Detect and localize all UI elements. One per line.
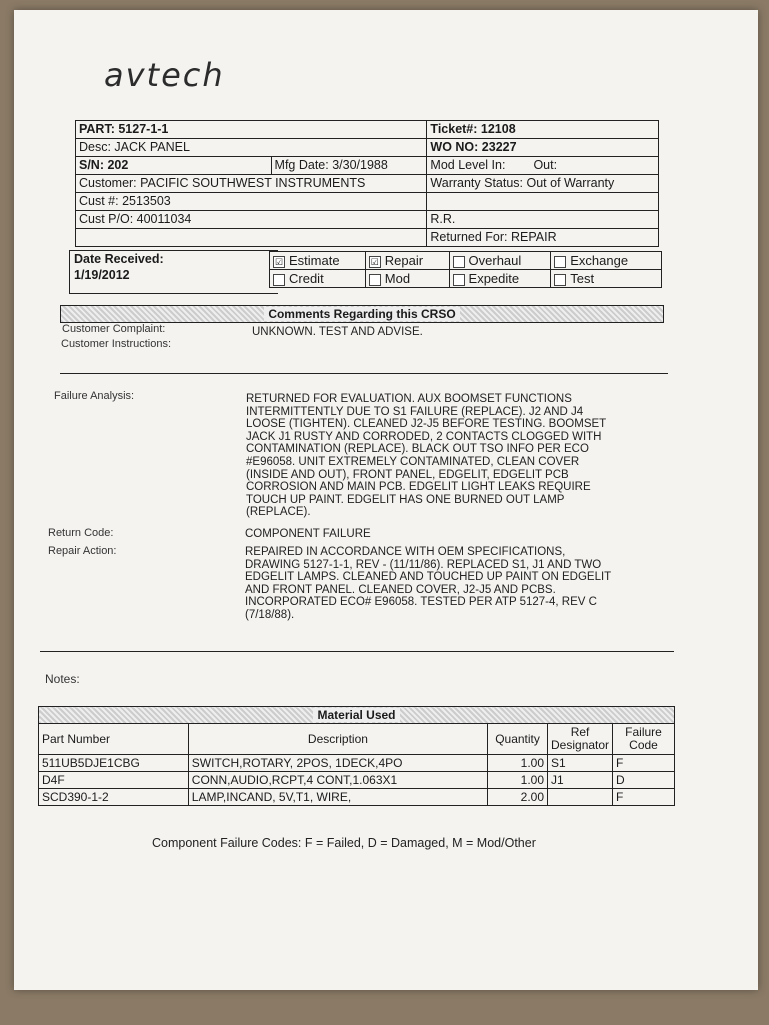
failure-line: #E96058. UNIT EXTREMELY CONTAMINATED, CLEAN COVER bbox=[246, 455, 580, 468]
ticket-field: Ticket#: 12108 bbox=[427, 121, 659, 139]
credit-label: Credit bbox=[289, 271, 324, 286]
mod-level-out: Out: bbox=[533, 158, 558, 172]
col-failure-code bbox=[613, 724, 675, 755]
row-ref: J1 bbox=[548, 772, 613, 789]
wo-field: WO NO: 23227 bbox=[427, 139, 659, 157]
row-part: SCD390-1-2 bbox=[39, 789, 189, 806]
overhaul-option[interactable] bbox=[449, 252, 551, 270]
return-code-value: COMPONENT FAILURE bbox=[245, 528, 371, 540]
test-label: Test bbox=[570, 271, 595, 286]
failure-line: CONTAMINATION (REPLACE). BLACK OUT TSO INFO PER ECO bbox=[246, 443, 589, 456]
table-row bbox=[39, 789, 675, 806]
divider bbox=[40, 651, 674, 652]
notes-label: Notes: bbox=[45, 672, 80, 686]
col-description: Description bbox=[188, 724, 487, 755]
repair-line: (7/18/88). bbox=[245, 608, 295, 621]
customer-instructions-label: Customer Instructions: bbox=[61, 338, 172, 350]
failure-line: CORROSION AND MAIN PCB. EDGELIT LIGHT LEAKS REQUIRE bbox=[246, 481, 591, 494]
expedite-checkbox[interactable] bbox=[453, 274, 465, 286]
materials-title: Material Used bbox=[313, 708, 399, 722]
failure-line: LOOSE (TIGHTEN). CLEANED J2-J5 BEFORE TESTING. BOOMSET bbox=[246, 418, 607, 431]
return-code-label: Return Code: bbox=[48, 527, 114, 539]
warranty-field: Warranty Status: Out of Warranty bbox=[427, 175, 659, 193]
failure-line: TOUCH UP PAINT. EDGELIT HAS ONE BURNED OUT LAMP bbox=[246, 493, 565, 506]
mod-option[interactable] bbox=[365, 270, 449, 288]
col-quantity: Quantity bbox=[488, 724, 548, 755]
repair-line: INCORPORATED ECO# E96058. TESTED PER ATP 5127-4, REV C bbox=[245, 596, 597, 609]
repair-line: AND FRONT PANEL. CLEANED COVER, J2-J5 AND PCBS. bbox=[245, 583, 556, 596]
row-desc: SWITCH,ROTARY, 2POS, 1DECK,4PO bbox=[188, 755, 487, 772]
repair-label: Repair bbox=[384, 253, 424, 268]
overhaul-label: Overhaul bbox=[468, 253, 522, 268]
estimate-label: Estimate bbox=[289, 253, 340, 268]
repair-action-label: Repair Action: bbox=[48, 545, 117, 557]
row-qty: 2.00 bbox=[488, 789, 548, 806]
table-row bbox=[39, 755, 675, 772]
test-option[interactable] bbox=[551, 270, 662, 288]
failure-line: RETURNED FOR EVALUATION. AUX BOOMSET FUNCTIONS bbox=[246, 393, 572, 405]
table-row bbox=[39, 772, 675, 789]
options-table bbox=[269, 251, 662, 288]
col-failure-line2: Code bbox=[629, 738, 658, 752]
returned-for-field: Returned For: REPAIR bbox=[427, 229, 659, 247]
repair-action-text bbox=[245, 546, 611, 622]
row-code: F bbox=[613, 789, 675, 806]
failure-line: JACK J1 RUSTY AND CORRODED, 2 CONTACTS CLOGGED WITH bbox=[246, 430, 602, 443]
row-code: D bbox=[613, 772, 675, 789]
materials-table bbox=[38, 706, 675, 806]
repair-line: REPAIRED IN ACCORDANCE WITH OEM SPECIFICATIONS, bbox=[245, 546, 566, 558]
col-ref-designator bbox=[548, 724, 613, 755]
customer-field: Customer: PACIFIC SOUTHWEST INSTRUMENTS bbox=[76, 175, 427, 193]
comments-bar bbox=[60, 305, 664, 323]
credit-option[interactable] bbox=[270, 270, 366, 288]
customer-complaint-label: Customer Complaint: bbox=[62, 323, 166, 335]
row-code: F bbox=[613, 755, 675, 772]
failure-analysis-text bbox=[246, 393, 606, 519]
exchange-label: Exchange bbox=[570, 253, 629, 268]
rr-field: R.R. bbox=[427, 211, 659, 229]
failure-line: (REPLACE). bbox=[246, 506, 311, 519]
date-received-label: Date Received: bbox=[74, 252, 164, 266]
date-received-block bbox=[69, 250, 278, 294]
repair-checkbox[interactable]: ☑ bbox=[370, 256, 379, 267]
expedite-option[interactable] bbox=[449, 270, 551, 288]
row-ref: S1 bbox=[548, 755, 613, 772]
row-desc: CONN,AUDIO,RCPT,4 CONT,1.063X1 bbox=[188, 772, 487, 789]
row-ref bbox=[548, 789, 613, 806]
repair-option[interactable] bbox=[365, 252, 449, 270]
repair-line: DRAWING 5127-1-1, REV - (11/11/86). REPLACED S1, J1 AND TWO bbox=[245, 558, 602, 571]
test-checkbox[interactable] bbox=[554, 274, 566, 286]
materials-title-bar bbox=[39, 707, 675, 724]
row-desc: LAMP,INCAND, 5V,T1, WIRE, bbox=[188, 789, 487, 806]
blank-cell bbox=[427, 193, 659, 211]
exchange-checkbox[interactable] bbox=[554, 256, 566, 268]
mod-checkbox[interactable] bbox=[369, 274, 381, 286]
failure-analysis-label: Failure Analysis: bbox=[54, 390, 135, 402]
cust-po-field: Cust P/O: 40011034 bbox=[76, 211, 427, 229]
comments-title: Comments Regarding this CRSO bbox=[264, 307, 459, 321]
col-ref-line1: Ref bbox=[570, 725, 590, 739]
part-field: PART: 5127-1-1 bbox=[76, 121, 427, 139]
row-part: 511UB5DJE1CBG bbox=[39, 755, 189, 772]
expedite-label: Expedite bbox=[468, 271, 520, 286]
row-part: D4F bbox=[39, 772, 189, 789]
cust-no-field: Cust #: 2513503 bbox=[76, 193, 427, 211]
repair-line: EDGELIT LAMPS. CLEANED AND TOUCHED UP PAINT ON EDGELIT bbox=[245, 571, 612, 584]
mod-level-field bbox=[427, 157, 659, 175]
row-qty: 1.00 bbox=[488, 755, 548, 772]
overhaul-checkbox[interactable] bbox=[453, 256, 465, 268]
exchange-option[interactable] bbox=[551, 252, 662, 270]
mod-label: Mod bbox=[384, 271, 411, 286]
failure-line: INTERMITTENTLY DUE TO S1 FAILURE (REPLACE). J2 AND J4 bbox=[246, 405, 584, 418]
estimate-option[interactable] bbox=[270, 252, 366, 270]
failure-codes-legend: Component Failure Codes: F = Failed, D = Damaged, M = Mod/Other bbox=[152, 836, 536, 850]
row-qty: 1.00 bbox=[488, 772, 548, 789]
mfg-date-field: Mfg Date: 3/30/1988 bbox=[271, 157, 427, 175]
col-part-number: Part Number bbox=[39, 724, 189, 755]
failure-line: (INSIDE AND OUT), FRONT PANEL, EDGELIT, EDGELIT PCB bbox=[246, 468, 569, 481]
credit-checkbox[interactable] bbox=[273, 274, 285, 286]
customer-complaint-value: UNKNOWN. TEST AND ADVISE. bbox=[252, 326, 423, 338]
mod-level-in: Mod Level In: bbox=[430, 158, 506, 172]
divider bbox=[60, 373, 668, 374]
col-ref-line2: Designator bbox=[551, 738, 610, 752]
avtech-logo: avtech bbox=[104, 56, 225, 94]
sn-field: S/N: 202 bbox=[76, 157, 272, 175]
header-table bbox=[75, 120, 659, 247]
estimate-checkbox[interactable]: ☑ bbox=[274, 256, 284, 267]
col-failure-line1: Failure bbox=[625, 725, 662, 739]
blank-cell bbox=[76, 229, 427, 247]
date-received-value: 1/19/2012 bbox=[74, 268, 130, 282]
desc-field: Desc: JACK PANEL bbox=[76, 139, 427, 157]
